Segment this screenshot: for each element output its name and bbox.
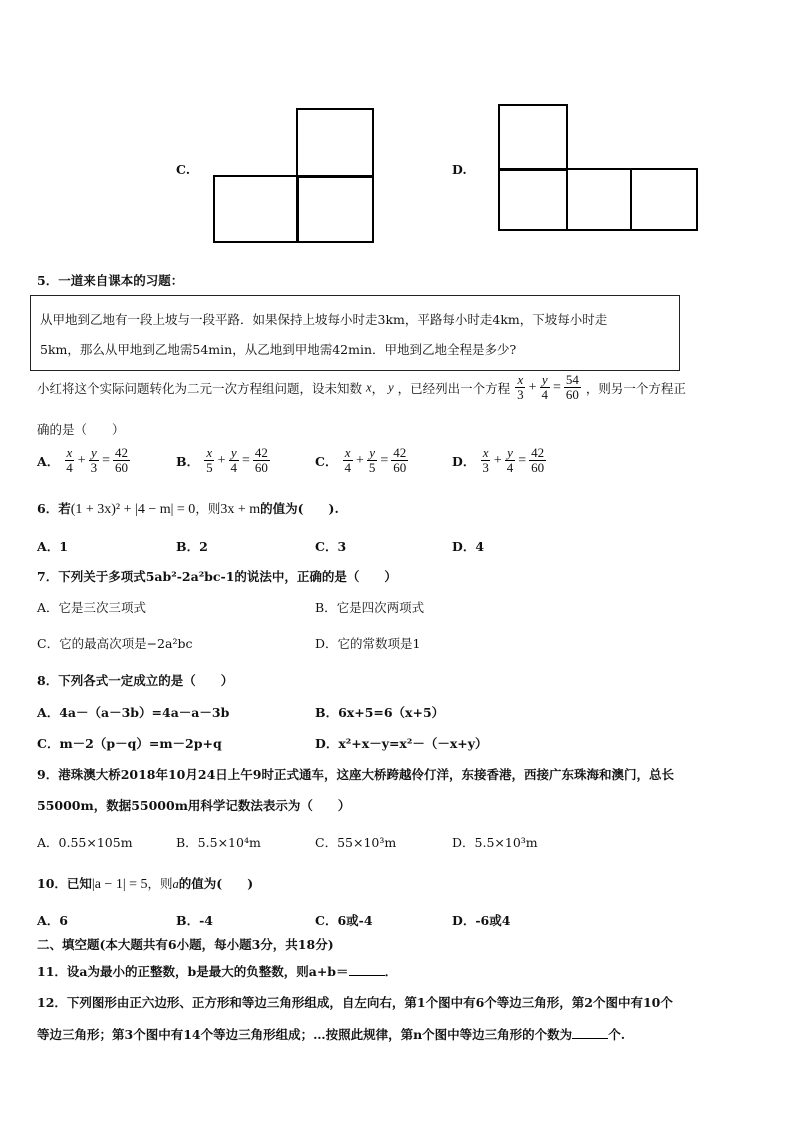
figure-d-square-2 bbox=[566, 168, 632, 231]
q5-var-x: x bbox=[366, 380, 372, 395]
q8-option-c[interactable]: C．m－2（p－q）=m－2p+q bbox=[37, 736, 222, 751]
q10-stem: 10．已知|a − 1| = 5，则a的值为( ) bbox=[37, 876, 254, 892]
q6-option-d[interactable]: D．4 bbox=[452, 539, 485, 554]
figure-d-square-1 bbox=[498, 168, 568, 231]
q5-option-c[interactable]: C． $\frac{x}{4}$ + $\frac{y}{5}$ = $\frac{42}{60}$ bbox=[315, 445, 407, 476]
q10-expression: |a − 1| = 5 bbox=[91, 877, 148, 892]
q5-stem-part2: ，已经列出一个方程 bbox=[397, 380, 511, 396]
q5-stem-line1: 小红将这个实际问题转化为二元一次方程组问题，设未知数 x， y ，已经列出一个方程 $\frac{x}{3}$ + $\frac{y}{4}$ = $\frac{54}{60}$ ，则另一个方程正 bbox=[37, 372, 686, 403]
figure-c-square-top bbox=[296, 108, 374, 178]
q5-option-d[interactable]: D． $\frac{x}{3}$ + $\frac{y}{4}$ = $\frac{42}{60}$ bbox=[452, 445, 545, 476]
q10-option-c[interactable]: C．6或-4 bbox=[315, 913, 373, 928]
q8-stem: 8．下列各式一定成立的是（ ） bbox=[37, 673, 234, 688]
section-2-title: 二、填空题(本大题共有6小题，每小题3分，共18分) bbox=[37, 937, 334, 952]
q7-option-c[interactable]: C．它的最高次项是−2a²bc bbox=[37, 636, 193, 651]
q5-stem-part3: ，则另一个方程正 bbox=[585, 380, 686, 396]
q10-option-a[interactable]: A．6 bbox=[37, 913, 68, 928]
q6-stem: 6．若(1 + 3x)² + |4 − m| = 0，则3x + m的值为( ). bbox=[37, 501, 339, 517]
q9-option-d[interactable]: D．5.5×10³m bbox=[452, 835, 538, 850]
q5-problem-box bbox=[30, 295, 680, 371]
q6-option-a[interactable]: A．1 bbox=[37, 539, 68, 554]
q9-option-a[interactable]: A．0.55×105m bbox=[37, 835, 133, 850]
q6-expression: (1 + 3x)² + |4 − m| = 0 bbox=[70, 502, 196, 517]
q7-stem: 7．下列关于多项式5ab²-2a²bc-1的说法中，正确的是（ ） bbox=[37, 569, 397, 584]
q10-option-d[interactable]: D．-6或4 bbox=[452, 913, 511, 928]
q7-option-a[interactable]: A．它是三次三项式 bbox=[37, 600, 147, 615]
q5-option-a[interactable]: A． $\frac{x}{4}$ + $\frac{y}{3}$ = $\frac{42}{60}$ bbox=[37, 445, 128, 476]
option-d-label: D. bbox=[452, 162, 467, 177]
q8-option-d[interactable]: D．x²+x－y=x²－（－x+y） bbox=[315, 736, 488, 751]
q7-option-b[interactable]: B．它是四次两项式 bbox=[315, 600, 425, 615]
q9-stem-line2: 55000m，数据55000m用科学记数法表示为（ ） bbox=[37, 798, 351, 813]
q7-option-d[interactable]: D．它的常数项是1 bbox=[315, 636, 421, 651]
q11-stem: 11．设a为最小的正整数，b是最大的负整数，则a+b＝ ． bbox=[37, 964, 398, 979]
q6-option-b[interactable]: B．2 bbox=[176, 539, 208, 554]
q5-stem-line2: 确的是（ ） bbox=[37, 422, 125, 437]
q12-answer-blank[interactable] bbox=[572, 1038, 608, 1039]
q12-stem-line1: 12．下列图形由正六边形、正方形和等边三角形组成，自左向右，第1个图中有6个等边三角形，第2个图中有10个 bbox=[37, 995, 673, 1010]
option-c-label: C. bbox=[176, 162, 191, 177]
q5-stem-part1: 小红将这个实际问题转化为二元一次方程组问题，设未知数 bbox=[37, 380, 363, 396]
q8-option-a[interactable]: A．4a－（a－3b）=4a－a－3b bbox=[37, 705, 230, 720]
q11-answer-blank[interactable] bbox=[349, 975, 385, 976]
figure-d-square-3 bbox=[630, 168, 698, 231]
q5-box-line2: 5km，那么从甲地到乙地需54min，从乙地到甲地需42min．甲地到乙地全程是多少? bbox=[40, 342, 517, 357]
q10-option-b[interactable]: B．-4 bbox=[176, 913, 213, 928]
q8-option-b[interactable]: B．6x+5=6（x+5） bbox=[315, 705, 445, 720]
q12-stem-line2: 等边三角形；第3个图中有14个等边三角形组成；…按照此规律，第n个图中等边三角形的个数为 个. bbox=[37, 1027, 626, 1042]
figure-c-square-left bbox=[213, 175, 299, 243]
q5-option-b[interactable]: B． $\frac{x}{5}$ + $\frac{y}{4}$ = $\frac{42}{60}$ bbox=[176, 445, 268, 476]
figure-d-square-top bbox=[498, 104, 568, 171]
q6-expression-2: 3x + m bbox=[220, 502, 261, 517]
q6-option-c[interactable]: C．3 bbox=[315, 539, 347, 554]
q9-option-c[interactable]: C．55×10³m bbox=[315, 835, 397, 850]
q9-option-b[interactable]: B．5.5×10⁴m bbox=[176, 835, 261, 850]
figure-c-square-right bbox=[296, 175, 374, 243]
q5-title: 5．一道来自课本的习题： bbox=[37, 273, 184, 288]
q5-given-equation: $\frac{x}{3}$ + $\frac{y}{4}$ = $\frac{54}{60}$ bbox=[517, 372, 579, 403]
q5-box-line1: 从甲地到乙地有一段上坡与一段平路．如果保持上坡每小时走3km，平路每小时走4km，下坡每小时走 bbox=[40, 312, 608, 327]
q5-var-y: y bbox=[388, 380, 394, 395]
q9-stem-line1: 9．港珠澳大桥2018年10月24日上午9时正式通车，这座大桥跨越伶仃洋，东接香港，西接广东珠海和澳门，总长 bbox=[37, 767, 674, 782]
q10-var-a: a bbox=[172, 877, 179, 891]
